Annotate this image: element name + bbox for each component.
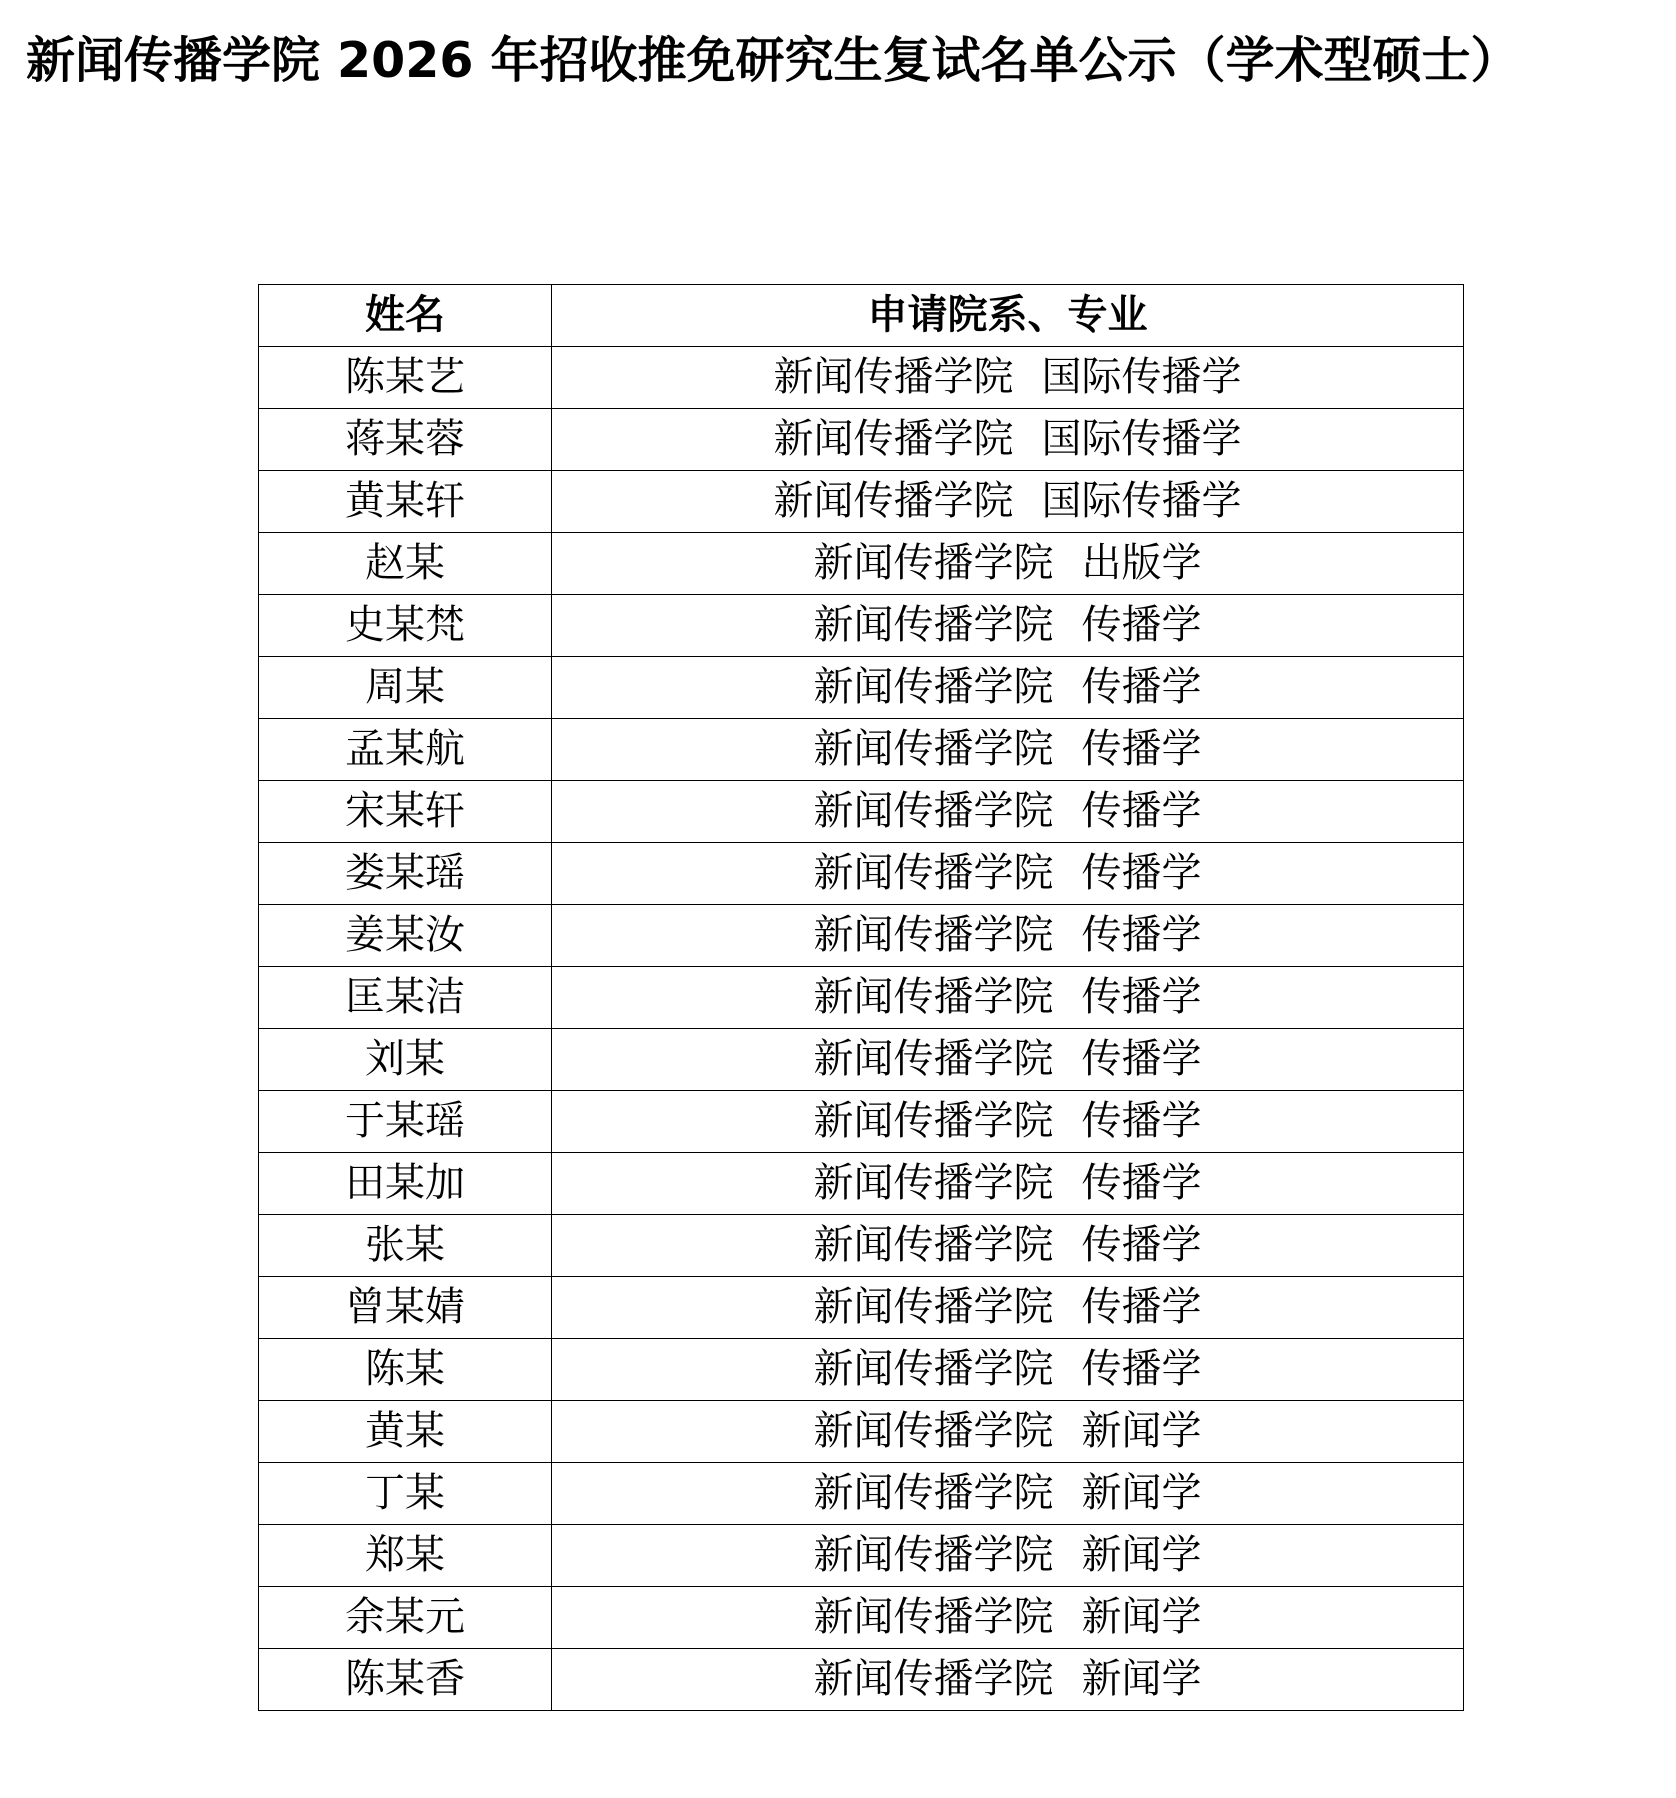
candidate-name: 姜某汝	[259, 905, 552, 967]
candidate-major: 国际传播学	[1041, 478, 1242, 524]
candidate-name: 赵某	[259, 533, 552, 595]
table-row	[259, 1091, 1464, 1153]
candidate-name: 周某	[259, 657, 552, 719]
candidate-school: 新闻传播学院	[813, 1222, 1054, 1268]
candidate-major: 传播学	[1081, 726, 1202, 772]
candidate-department-major	[552, 1029, 1464, 1091]
candidate-name: 陈某艺	[259, 347, 552, 409]
candidate-department-major	[552, 1649, 1464, 1711]
candidate-major: 传播学	[1081, 1346, 1202, 1392]
candidate-department-major	[552, 1401, 1464, 1463]
candidate-school: 新闻传播学院	[773, 354, 1014, 400]
candidate-school: 新闻传播学院	[813, 664, 1054, 710]
table-row	[259, 719, 1464, 781]
candidate-major: 传播学	[1081, 912, 1202, 958]
candidate-table	[258, 284, 1464, 1711]
candidate-major: 传播学	[1081, 1160, 1202, 1206]
candidate-department-major	[552, 347, 1464, 409]
candidate-department-major	[552, 967, 1464, 1029]
table-row	[259, 1649, 1464, 1711]
candidate-school: 新闻传播学院	[813, 1284, 1054, 1330]
candidate-school: 新闻传播学院	[813, 1408, 1054, 1454]
candidate-major: 新闻学	[1081, 1470, 1202, 1516]
header-name: 姓名	[259, 285, 552, 347]
candidate-department-major	[552, 471, 1464, 533]
candidate-major: 传播学	[1081, 850, 1202, 896]
candidate-department-major	[552, 409, 1464, 471]
candidate-school: 新闻传播学院	[813, 1346, 1054, 1392]
table-row	[259, 967, 1464, 1029]
candidate-name: 张某	[259, 1215, 552, 1277]
candidate-name: 蒋某蓉	[259, 409, 552, 471]
candidate-school: 新闻传播学院	[813, 726, 1054, 772]
candidate-name: 田某加	[259, 1153, 552, 1215]
candidate-major: 国际传播学	[1041, 354, 1242, 400]
table-row	[259, 1463, 1464, 1525]
candidate-school: 新闻传播学院	[813, 788, 1054, 834]
table-row	[259, 905, 1464, 967]
candidate-name: 史某梵	[259, 595, 552, 657]
table-row	[259, 1153, 1464, 1215]
table-row	[259, 1587, 1464, 1649]
candidate-school: 新闻传播学院	[813, 1160, 1054, 1206]
candidate-major: 传播学	[1081, 1036, 1202, 1082]
candidate-name: 丁某	[259, 1463, 552, 1525]
candidate-school: 新闻传播学院	[813, 540, 1054, 586]
candidate-name: 黄某轩	[259, 471, 552, 533]
table-row	[259, 533, 1464, 595]
document-title: 新闻传播学院 2026 年招收推免研究生复试名单公示（学术型硕士）	[26, 32, 1520, 89]
table-row	[259, 1029, 1464, 1091]
candidate-major: 传播学	[1081, 1098, 1202, 1144]
candidate-school: 新闻传播学院	[813, 1656, 1054, 1702]
candidate-school: 新闻传播学院	[813, 912, 1054, 958]
candidate-name: 孟某航	[259, 719, 552, 781]
candidate-name: 刘某	[259, 1029, 552, 1091]
candidate-school: 新闻传播学院	[813, 602, 1054, 648]
table-row	[259, 1339, 1464, 1401]
candidate-major: 传播学	[1081, 602, 1202, 648]
table-row	[259, 781, 1464, 843]
candidate-department-major	[552, 905, 1464, 967]
candidate-department-major	[552, 719, 1464, 781]
candidate-name: 余某元	[259, 1587, 552, 1649]
candidate-department-major	[552, 1215, 1464, 1277]
candidate-name: 娄某瑶	[259, 843, 552, 905]
candidate-name: 曾某婧	[259, 1277, 552, 1339]
candidate-school: 新闻传播学院	[813, 850, 1054, 896]
candidate-department-major	[552, 781, 1464, 843]
candidate-school: 新闻传播学院	[773, 416, 1014, 462]
table-row	[259, 843, 1464, 905]
candidate-department-major	[552, 1339, 1464, 1401]
candidate-major: 传播学	[1081, 974, 1202, 1020]
table-row	[259, 471, 1464, 533]
table-row	[259, 657, 1464, 719]
candidate-name: 黄某	[259, 1401, 552, 1463]
candidate-name: 陈某香	[259, 1649, 552, 1711]
candidate-major: 传播学	[1081, 1284, 1202, 1330]
candidate-school: 新闻传播学院	[813, 1036, 1054, 1082]
candidate-department-major	[552, 843, 1464, 905]
candidate-name: 宋某轩	[259, 781, 552, 843]
candidate-major: 出版学	[1081, 540, 1202, 586]
candidate-name: 郑某	[259, 1525, 552, 1587]
candidate-major: 新闻学	[1081, 1408, 1202, 1454]
table-row	[259, 1401, 1464, 1463]
candidate-major: 新闻学	[1081, 1656, 1202, 1702]
table-row	[259, 1525, 1464, 1587]
candidate-school: 新闻传播学院	[813, 1470, 1054, 1516]
candidate-major: 传播学	[1081, 664, 1202, 710]
table-body	[259, 347, 1464, 1711]
candidate-school: 新闻传播学院	[813, 974, 1054, 1020]
candidate-name: 匡某洁	[259, 967, 552, 1029]
candidate-department-major	[552, 1463, 1464, 1525]
candidate-major: 传播学	[1081, 1222, 1202, 1268]
table-row	[259, 1277, 1464, 1339]
table-row	[259, 409, 1464, 471]
candidate-department-major	[552, 595, 1464, 657]
candidate-department-major	[552, 533, 1464, 595]
table-row	[259, 347, 1464, 409]
candidate-department-major	[552, 1525, 1464, 1587]
candidate-major: 国际传播学	[1041, 416, 1242, 462]
candidate-name: 陈某	[259, 1339, 552, 1401]
candidate-department-major	[552, 1587, 1464, 1649]
candidate-department-major	[552, 1277, 1464, 1339]
table-row	[259, 595, 1464, 657]
candidate-department-major	[552, 1153, 1464, 1215]
candidate-department-major	[552, 657, 1464, 719]
candidate-major: 传播学	[1081, 788, 1202, 834]
candidate-school: 新闻传播学院	[813, 1594, 1054, 1640]
candidate-school: 新闻传播学院	[773, 478, 1014, 524]
candidate-major: 新闻学	[1081, 1594, 1202, 1640]
candidate-name: 于某瑶	[259, 1091, 552, 1153]
table-header-row	[259, 285, 1464, 347]
candidate-department-major	[552, 1091, 1464, 1153]
candidate-major: 新闻学	[1081, 1532, 1202, 1578]
candidate-school: 新闻传播学院	[813, 1098, 1054, 1144]
header-major: 申请院系、专业	[552, 285, 1464, 347]
candidate-school: 新闻传播学院	[813, 1532, 1054, 1578]
table-row	[259, 1215, 1464, 1277]
